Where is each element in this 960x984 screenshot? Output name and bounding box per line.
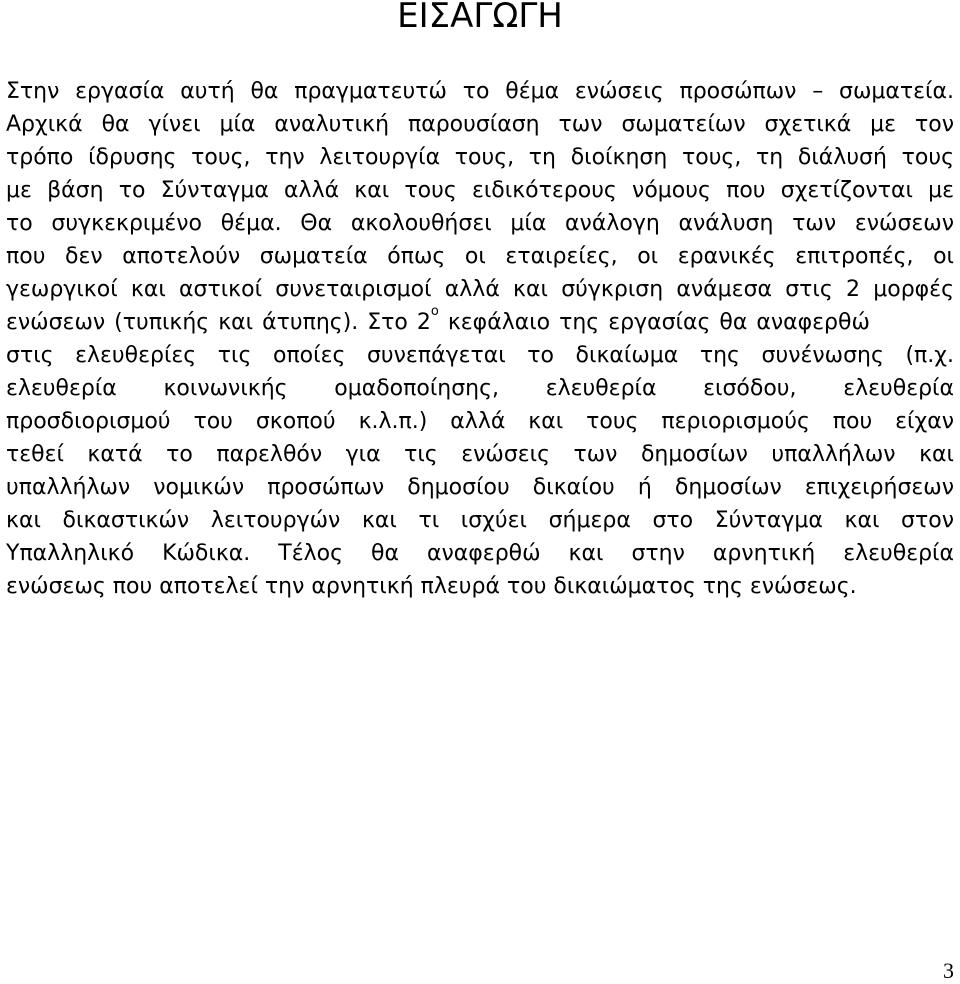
text-line-3: τρόπο ίδρυσης τους, την λειτουργία τους, τη διοίκηση τους, τη διάλυσή τους [6, 145, 954, 170]
text-line-13: υπαλλήλων νομικών προσώπων δημοσίου δικαίου ή δημοσίων επιχειρήσεων [6, 475, 954, 500]
page-number: 3 [943, 958, 954, 983]
text-line-9: στις ελευθερίες τις οποίες συνεπάγεται το δικαίωμα της συνένωσης (π.χ. [6, 343, 954, 368]
text-line-11: προσδιορισμού του σκοπού κ.λ.π.) αλλά και τους περιορισμούς που είχαν [6, 409, 954, 434]
page-title: ΕΙΣΑΓΩΓΗ [397, 0, 563, 36]
text-line-16: ενώσεως που αποτελεί την αρνητική πλευρά του δικαιώματος της ενώσεως. [6, 574, 857, 599]
text-line-15: Υπαλληλικό Κώδικα. Τέλος θα αναφερθώ και στην αρνητική ελευθερία [6, 541, 954, 566]
text-line-10: ελευθερία κοινωνικής ομαδοποίησης, ελευθερία εισόδου, ελευθερία [6, 376, 954, 401]
ordinal-superscript: ο [430, 306, 439, 319]
text-line-14: και δικαστικών λειτουργών και τι ισχύει σήμερα στο Σύνταγμα και στον [6, 508, 954, 533]
text-line-2: Αρχικά θα γίνει μία αναλυτική παρουσίαση των σωματείων σχετικά με τον [6, 112, 954, 137]
text-line-5: το συγκεκριμένο θέμα. Θα ακολουθήσει μία ανάλογη ανάλυση των ενώσεων [6, 211, 954, 236]
text-line-8-end: κεφάλαιο της εργασίας θα αναφερθώ [438, 310, 870, 335]
text-line-8-start: ενώσεων (τυπικής και άτυπης). Στο 2 [6, 310, 431, 335]
text-line-8 [6, 306, 954, 339]
text-line-12: τεθεί κατά το παρελθόν για τις ενώσεις των δημοσίων υπαλλήλων και [6, 442, 954, 467]
text-line-1: Στην εργασία αυτή θα πραγματευτώ το θέμα ενώσεις προσώπων – σωματεία. [6, 79, 954, 104]
text-line-6: που δεν αποτελούν σωματεία όπως οι εταιρείες, οι ερανικές επιτροπές, οι [6, 244, 954, 269]
text-line-7: γεωργικοί και αστικοί συνεταιρισμοί αλλά και σύγκριση ανάμεσα στις 2 μορφές [6, 277, 954, 302]
text-line-4: με βάση το Σύνταγμα αλλά και τους ειδικότερους νόμους που σχετίζονται με [6, 178, 954, 203]
